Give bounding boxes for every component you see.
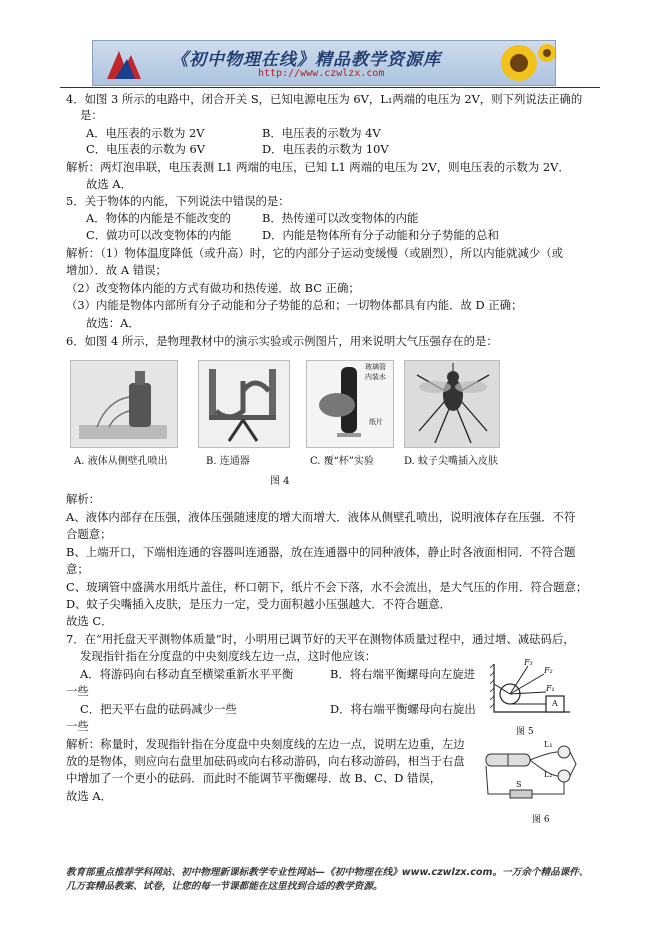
figure-4b-caption: B. 连通器 xyxy=(206,456,250,467)
q4-stem-1: 4．如图 3 所示的电路中，闭合开关 S，已知电源电压为 6V，L₁两端的电压为 2V，则下列说法正确的 xyxy=(66,92,583,106)
fig6-l2-label: L₂ xyxy=(544,770,553,779)
q6-explanation-0: 解析： xyxy=(66,492,101,506)
q7-explanation-1: 解析：称量时，发现指针指在分度盘中央刻度线的左边一点，说明左边重，左边 xyxy=(66,737,465,751)
figure-4c xyxy=(306,360,394,448)
q6-explanation-6: D、蚊子尖嘴插入皮肤，是压力一定，受力面积越小压强越大．不符合题意． xyxy=(66,597,452,611)
figure-4b xyxy=(198,360,290,448)
q5-explanation-4: （3）内能是物体内部所有分子动能和分子势能的总和；一切物体都具有内能．故 D 正确； xyxy=(66,298,523,312)
q5-option-d: D．内能是物体所有分子动能和分子势能的总和 xyxy=(262,228,499,242)
q6-explanation-2: 合题意； xyxy=(66,527,112,541)
q5-stem: 5．关于物体的内能，下列说法中错误的是： xyxy=(66,194,290,208)
q4-explanation-2: 故选 A． xyxy=(86,177,133,191)
q6-explanation-5: C、玻璃管中盛满水用纸片盖住，杯口朝下，纸片不会下落，水不会流出，是大气压的作用．符合题意； xyxy=(66,580,588,594)
figure-6 xyxy=(480,740,580,810)
figure-4a xyxy=(70,360,178,448)
circuit-icon xyxy=(480,740,580,810)
q7-option-d: D．将右端平衡螺母向右旋出 xyxy=(330,702,476,716)
figure-6-label: 图 6 xyxy=(532,815,550,825)
fig5-block-label: A xyxy=(552,699,558,708)
q5-option-c: C．做功可以改变物体的内能 xyxy=(86,228,232,242)
q7-explanation-4: 故选 A． xyxy=(66,789,113,803)
banner-title: 《初中物理在线》精品教学资源库 xyxy=(171,50,441,70)
fig5-f3-label: F₃ xyxy=(524,658,533,667)
q6-explanation-3: B、上端开口，下端相连通的容器叫连通器，放在连通器中的同种液体，静止时各液面相同．不符合题 xyxy=(66,545,576,559)
q7-option-b-cont: 一些 xyxy=(66,684,89,698)
q5-explanation-2: 增加）．故 A 错误； xyxy=(66,263,167,277)
q7-option-b: B．将右端平衡螺母向左旋进 xyxy=(330,667,476,681)
q7-stem-2: 发现指针指在分度盘的中央刻度线左边一点，这时他应该： xyxy=(80,649,377,663)
q5-option-a: A．物体的内能是不能改变的 xyxy=(86,211,231,225)
logo-icon xyxy=(101,45,161,83)
banner-url[interactable]: http://www.czwlzx.com xyxy=(258,68,385,79)
q6-explanation-7: 故选 C． xyxy=(66,614,113,628)
footer-line-2: 几万套精品教案、试卷，让您的每一节课都能在这里找到合适的教学资源。 xyxy=(66,881,383,892)
header-banner xyxy=(92,40,556,86)
q4-option-b: B．电压表的示数为 4V xyxy=(262,126,381,140)
bottle-jet-icon xyxy=(71,361,177,447)
q7-explanation-2: 放的是物体，则应向右盘里加砝码或向右移动游码，向右移动游码，相当于右盘 xyxy=(66,754,465,768)
fig6-switch-label: S xyxy=(516,780,522,789)
figure-4-label: 图 4 xyxy=(270,476,290,487)
q6-stem: 6．如图 4 所示，是物理教材中的演示实验或示例图片，用来说明大气压强存在的是： xyxy=(66,334,498,348)
footer-line-1: 教育部重点推荐学科网站、初中物理新课标教学专业性网站—《初中物理在线》www.czwlzx.com。一万余个精品课件、 xyxy=(66,867,589,878)
connected-vessels-icon xyxy=(199,361,289,447)
q7-option-d-cont: 一些 xyxy=(66,719,89,733)
header-rule xyxy=(60,87,600,88)
mosquito-icon xyxy=(405,361,499,447)
q5-explanation-3: （2）改变物体内能的方式有做功和热传递．故 BC 正确； xyxy=(66,281,360,295)
q4-option-c: C．电压表的示数为 6V xyxy=(86,142,205,156)
water-label: 内装水 xyxy=(365,373,386,381)
figure-4a-caption: A. 液体从侧壁孔喷出 xyxy=(74,456,168,467)
figure-4d-caption: D. 蚊子尖嘴插入皮肤 xyxy=(404,456,499,467)
paper-label: 纸片 xyxy=(369,418,383,426)
fig5-f1-label: F₁ xyxy=(546,684,555,693)
figure-5 xyxy=(488,656,572,722)
q6-explanation-4: 意； xyxy=(66,562,89,576)
q6-explanation-1: A、液体内部存在压强，液体压强随速度的增大而增大．液体从侧壁孔喷出，说明液体存在压强．不符 xyxy=(66,510,576,524)
q7-explanation-3: 中增加了一个更小的砝码．而此时不能调节平衡螺母．故 B、C、D 错误， xyxy=(66,771,442,785)
fig6-l1-label: L₁ xyxy=(544,740,553,749)
q5-explanation-1: 解析：（1）物体温度降低（或升高）时，它的内部分子运动变缓慢（或剧烈），所以内能就减少（或 xyxy=(66,246,564,260)
fig5-f2-label: F₂ xyxy=(544,666,553,675)
figure-4c-caption: C. 覆“杯”实验 xyxy=(310,456,374,467)
sunflower-icon xyxy=(483,41,555,85)
figure-5-label: 图 5 xyxy=(516,727,534,737)
q4-stem-2: 是： xyxy=(80,108,103,122)
q7-option-c: C．把天平右盘的砝码减少一些 xyxy=(80,702,237,716)
q5-option-b: B．热传递可以改变物体的内能 xyxy=(262,211,419,225)
q4-option-a: A．电压表的示数为 2V xyxy=(86,126,205,140)
q4-option-d: D．电压表的示数为 10V xyxy=(262,142,389,156)
figure-4d xyxy=(404,360,500,448)
q7-option-a: A．将游码向右移动直至横梁重新水平平衡 xyxy=(80,667,294,681)
q5-explanation-5: 故选：A． xyxy=(86,316,140,330)
tube-label: 玻璃管 xyxy=(365,363,386,371)
q4-explanation-1: 解析：两灯泡串联，电压表测 L1 两端的电压，已知 L1 两端的电压为 2V，则电压表的示数为 2V． xyxy=(66,160,570,174)
q7-stem-1: 7．在“用托盘天平测物体质量”时，小明用已调节好的天平在测物体质量过程中，通过增、减砝码后， xyxy=(66,632,575,646)
